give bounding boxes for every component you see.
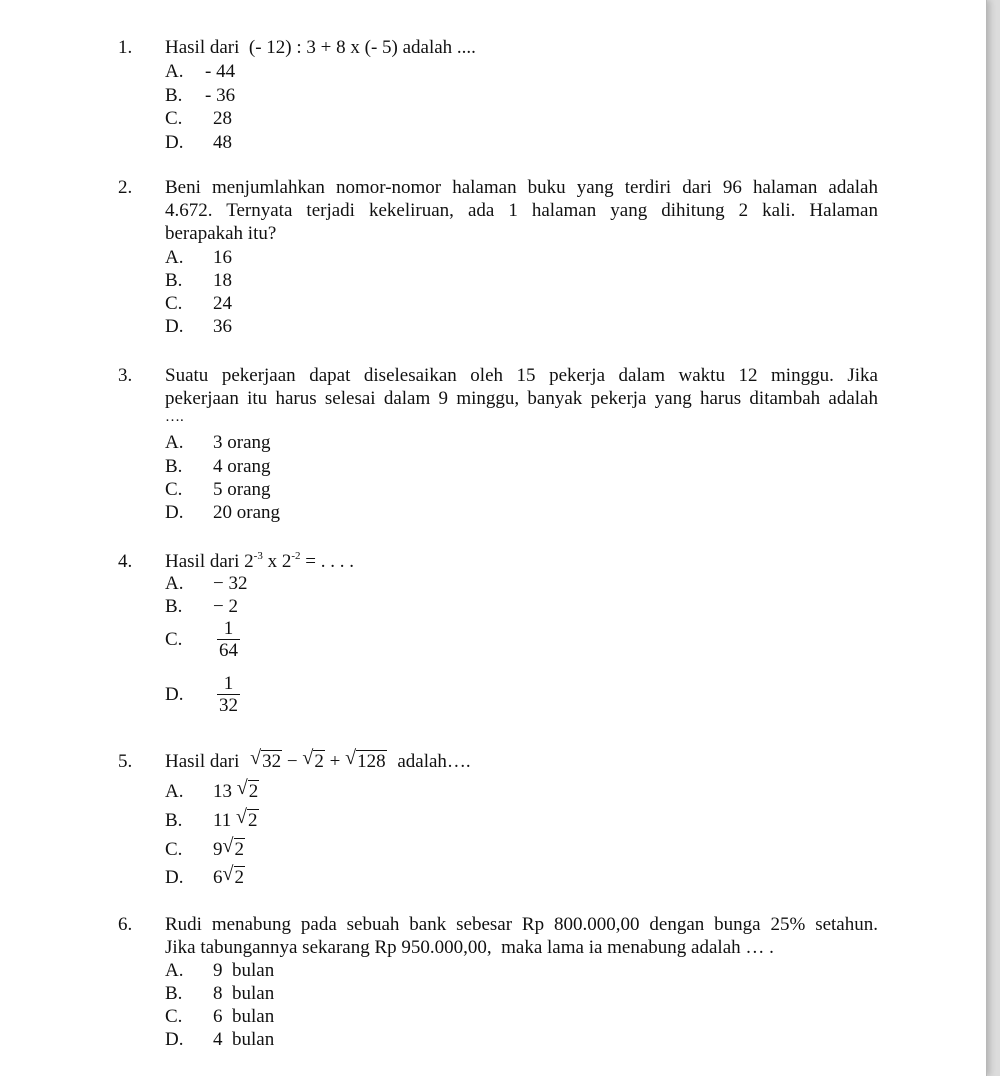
question-text-suffix: = . . . . xyxy=(300,551,354,572)
square-root xyxy=(236,806,259,832)
question-text xyxy=(165,176,878,245)
option-letter: A. xyxy=(165,781,184,802)
option-2c xyxy=(165,292,232,315)
fraction-numerator: 1 xyxy=(223,673,234,694)
option-letter: A. xyxy=(165,573,184,594)
fraction-numerator: 1 xyxy=(223,618,234,639)
radicand: 2 xyxy=(234,839,244,860)
question-text-mid: x 2 xyxy=(262,551,292,572)
option-3b xyxy=(165,455,271,478)
radicand: 2 xyxy=(248,810,258,831)
question-text-line: Suatu pekerjaan dapat diselesaikan oleh 15 pekerja dalam waktu 12 minggu. Jika xyxy=(165,365,878,386)
exponent: -2 xyxy=(291,550,301,562)
option-4b xyxy=(165,595,238,618)
option-value: 18 xyxy=(213,270,232,291)
option-value: 4 bulan xyxy=(213,1029,275,1050)
question-number: 4. xyxy=(118,551,133,572)
option-letter: B. xyxy=(165,596,183,617)
square-root xyxy=(222,863,246,889)
option-5c xyxy=(165,835,245,861)
option-value: 4 orang xyxy=(213,456,271,477)
option-coefficient: 11 xyxy=(213,810,232,831)
radicand: 2 xyxy=(314,751,324,772)
option-value: − 2 xyxy=(213,596,238,617)
option-3c xyxy=(165,478,271,501)
option-4a xyxy=(165,572,247,595)
fraction-denominator: 32 xyxy=(219,695,238,716)
option-value: 3 orang xyxy=(213,432,271,453)
option-3d xyxy=(165,501,280,524)
radical-sign: √ xyxy=(345,747,357,769)
question-text-suffix: adalah…. xyxy=(397,751,471,772)
option-2d xyxy=(165,315,232,338)
question-text-line: berapakah itu? xyxy=(165,223,277,244)
question-text xyxy=(165,364,878,424)
square-root xyxy=(302,747,325,773)
option-value: 36 xyxy=(213,316,232,337)
option-value: − 32 xyxy=(213,573,248,594)
radicand: 2 xyxy=(248,781,259,802)
option-letter: D. xyxy=(165,502,184,523)
option-value: 8 bulan xyxy=(213,983,275,1004)
radical-sign: √ xyxy=(236,777,248,799)
square-root xyxy=(345,747,387,773)
option-letter: C. xyxy=(165,839,183,860)
question-number: 6. xyxy=(118,914,133,935)
option-value: - 44 xyxy=(205,61,236,82)
option-5d xyxy=(165,863,245,889)
option-3a xyxy=(165,431,271,454)
option-6d xyxy=(165,1028,274,1051)
option-1a xyxy=(165,60,235,83)
question-number: 1. xyxy=(118,37,133,58)
option-1c xyxy=(165,107,232,130)
option-letter: C. xyxy=(165,293,183,314)
option-letter: C. xyxy=(165,629,183,650)
option-letter: B. xyxy=(165,456,183,477)
option-letter: D. xyxy=(165,1029,184,1050)
option-value: 48 xyxy=(213,132,232,153)
option-6c xyxy=(165,1005,274,1028)
question-text-line: Beni menjumlahkan nomor-nomor halaman buku yang terdiri dari 96 halaman adalah xyxy=(165,177,878,198)
radicand: 2 xyxy=(234,867,244,888)
option-value: 20 orang xyxy=(213,502,281,523)
option-letter: B. xyxy=(165,983,183,1004)
option-value: 28 xyxy=(213,108,232,129)
option-6a xyxy=(165,959,274,982)
fraction-denominator: 64 xyxy=(219,640,238,661)
option-letter: B. xyxy=(165,85,183,106)
question-text-prefix: Hasil dari xyxy=(165,751,240,772)
option-value: 5 orang xyxy=(213,479,271,500)
question-text-line: Hasil dari (- 12) : 3 + 8 x (- 5) adalah .... xyxy=(165,37,476,58)
fraction xyxy=(217,618,240,661)
option-letter: B. xyxy=(165,270,183,291)
question-text-line: 4.672. Ternyata terjadi kekeliruan, ada 1 halaman yang dihitung 2 kali. Halaman xyxy=(165,200,878,221)
option-1d xyxy=(165,131,232,154)
option-letter: A. xyxy=(165,960,184,981)
question-text xyxy=(165,913,878,959)
option-4d xyxy=(165,673,240,716)
option-value: 16 xyxy=(213,247,232,268)
option-1b xyxy=(165,84,235,107)
radical-sign: √ xyxy=(236,806,248,828)
question-text-prefix: Hasil dari 2 xyxy=(165,551,254,572)
exponent: -3 xyxy=(253,550,263,562)
option-letter: D. xyxy=(165,132,184,153)
plus-sign: + xyxy=(329,751,341,772)
option-5b xyxy=(165,806,259,832)
question-text xyxy=(165,747,878,773)
option-coefficient: 13 xyxy=(213,781,232,802)
option-letter: C. xyxy=(165,479,183,500)
question-number: 3. xyxy=(118,365,133,386)
question-number: 2. xyxy=(118,177,133,198)
square-root xyxy=(222,835,246,861)
radicand: 32 xyxy=(262,751,282,772)
option-2b xyxy=(165,269,232,292)
option-6b xyxy=(165,982,274,1005)
option-2a xyxy=(165,246,232,269)
radicand: 128 xyxy=(357,751,386,772)
question-text-line: …. xyxy=(165,409,184,425)
option-value: 24 xyxy=(213,293,232,314)
radical-sign: √ xyxy=(222,863,234,885)
option-letter: B. xyxy=(165,810,183,831)
option-value: - 36 xyxy=(205,85,236,106)
radical-sign: √ xyxy=(302,747,314,769)
radical-sign: √ xyxy=(250,747,262,769)
option-4c xyxy=(165,618,240,661)
question-text-line: pekerjaan itu harus selesai dalam 9 minggu, banyak pekerja yang harus ditambah adalah xyxy=(165,388,878,409)
square-root xyxy=(250,747,282,773)
option-coefficient: 9 xyxy=(213,839,223,860)
option-letter: D. xyxy=(165,867,184,888)
option-letter: D. xyxy=(165,684,184,705)
square-root xyxy=(236,777,260,803)
question-number: 5. xyxy=(118,751,133,772)
option-letter: C. xyxy=(165,1006,183,1027)
option-value: 6 bulan xyxy=(213,1006,275,1027)
minus-sign: − xyxy=(286,751,298,772)
option-letter: A. xyxy=(165,61,184,82)
radical-sign: √ xyxy=(222,835,234,857)
option-letter: A. xyxy=(165,247,184,268)
option-letter: A. xyxy=(165,432,184,453)
question-text-line: Jika tabungannya sekarang Rp 950.000,00, maka lama ia menabung adalah … . xyxy=(165,937,774,958)
question-text xyxy=(165,550,878,573)
fraction xyxy=(217,673,240,716)
question-text-line: Rudi menabung pada sebuah bank sebesar Rp 800.000,00 dengan bunga 25% setahun. xyxy=(165,914,878,935)
option-coefficient: 6 xyxy=(213,867,223,888)
option-5a xyxy=(165,777,259,803)
question-text xyxy=(165,36,878,59)
option-letter: C. xyxy=(165,108,183,129)
option-letter: D. xyxy=(165,316,184,337)
option-value: 9 bulan xyxy=(213,960,275,981)
